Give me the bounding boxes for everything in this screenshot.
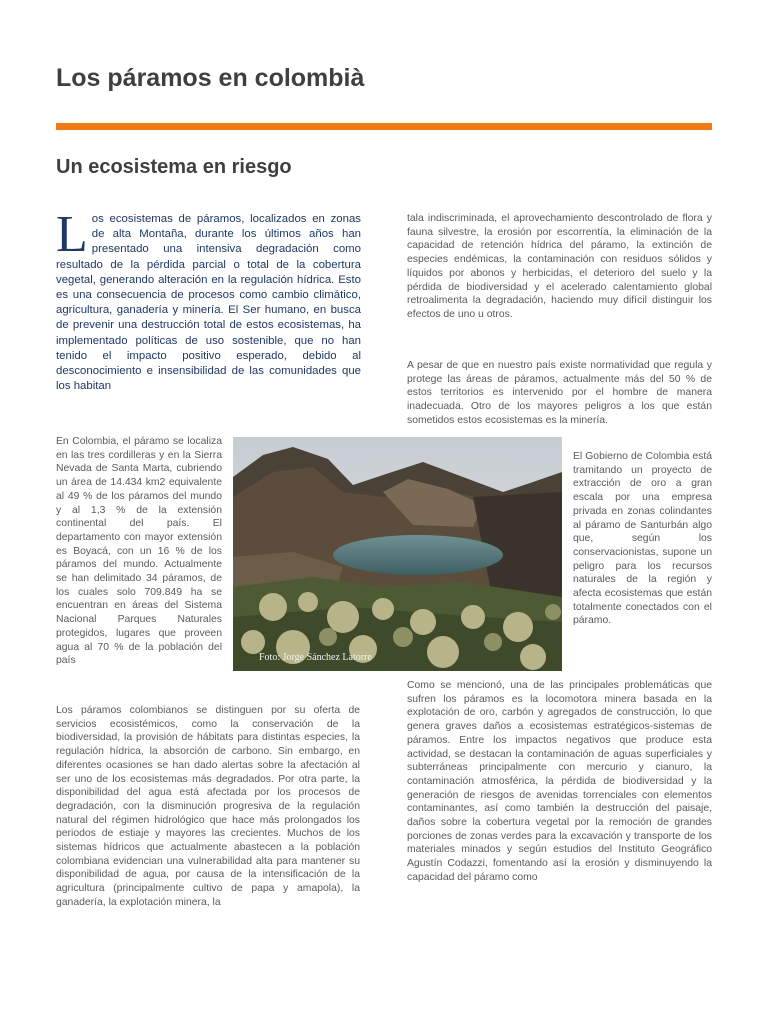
- page-title: Los páramos en colombià: [56, 64, 365, 92]
- paragraph-regulation: A pesar de que en nuestro país existe normatividad que regula y protege las áreas de páramos, actualmente más del 50 % de estos territorios es intervenido por el hombre de manera inadecuada. Otro de los mayores peligros a los que están sometidos estos ecosistemas es la minería.: [407, 360, 712, 426]
- paragraph-mining-impacts: Como se mencionó, una de las principales problemáticas que sufren los páramos es la locomotora minera basada en la explotación de oro, carbón y agregados de construcción, lo que genera graves daños a ecosistemas estratégicos-sistemas de páramos. Entre los impactos negativos que produce esta actividad, se destacan la contaminación de aguas superficiales y subterráneas principalmente con mercurio y cianuro, la contaminación atmosférica, la pérdida de biodiversidad y la generación de riesgos de avenidas torrenciales con elementos contaminantes, así como también la destrucción del paisaje, daños sobre la cobertura vegetal por la remoción de grandes porciones de zonas verdes para la excavación y transporte de los materiales minados y según estudios del Instituto Geográfico Agustín Codazzi, fomentando así la erosión y disminuyendo la capacidad del páramo como: [407, 680, 712, 883]
- paragraph-santurban: El Gobierno de Colombia está tramitando un proyecto de extracción de oro a gran escala por una empresa privada en zonas colindantes al páramo de Santurbán algo que, según los conservacionistas, supone un peligro para los recursos naturales de la región y afecta ecosistemas que están totalmente conectados con el páramo.: [573, 451, 712, 627]
- intro-paragraph: [56, 206, 361, 394]
- intro-text: os ecosistemas de páramos, localizados en zonas de alta Montaña, durante los últimos años han presentado una intensiva degradación como resultado de la pérdida parcial o total de la cobertura vegetal, generando alteración en la regulación hídrica. Esto es una consecuencia de procesos como cambio climático, agricultura, ganadería y minería. El Ser humano, en busca de prevenir una destrucción total de estos ecosistemas, ha implementado políticas de uso sostenible, que no han tenido el impacto positivo esperado, debido al desconocimiento e insensibilidad de las comunidades que los habitan: [56, 213, 361, 393]
- drop-cap: L: [56, 206, 88, 263]
- photo-caption: Foto: Jorge Sánchez Latorre: [259, 652, 372, 663]
- paragraph-degradation-causes: tala indiscriminada, el aprovechamiento descontrolado de flora y fauna silvestre, la erosión por escorrentía, la eliminación de la capacidad de retención hídrica del páramo, la extinción de especies endémicas, la contaminación con residuos sólidos y líquidos por abonos y herbicidas, el deterioro del suelo y la pérdida de biodiversidad y el acelerado calentamiento global retroalimenta la degradación, haciendo muy difícil distinguir los efectos de uno u otros.: [407, 213, 712, 320]
- orange-divider: [56, 123, 712, 130]
- section-subtitle: Un ecosistema en riesgo: [56, 156, 292, 178]
- paragraph-colombia-location: En Colombia, el páramo se localiza en las tres cordilleras y en la Sierra Nevada de Santa Marta, cubriendo un área de 14.434 km2 equivalente al 49 % de los páramos del mundo y al 1,3 % de la extensión continental del país. El departamento con mayor extensión es Boyacá, con un 16 % de los páramos del mundo. Actualmente se han delimitado 34 páramos, de los cuales solo 709.849 ha se encuentran en áreas del Sistema Nacional Parques Naturales protegidos, lugares que proveen agua al 70 % de la población del país: [56, 436, 222, 667]
- paragraph-ecosystem-services: Los páramos colombianos se distinguen por su oferta de servicios ecosistémicos, como la conservación de la biodiversidad, la provisión de hábitats para distintas especies, la regulación hídrica, la absorción de carbono. Sin embargo, en diferentes ocasiones se han dado alertas sobre la afectación al ser uno de los ecosistemas más degradados. Por otra parte, la disponibilidad del agua está afectada por los procesos de degradación, con la disminución progresiva de la regulación natural del régimen hidrológico que hace más prolongados los periodos de estiaje y mayores las crecientes. Muchos de los sistemas hídricos que actualmente abastecen a la población colombiana evidencian una vulnerabilidad alta para mantener su disponibilidad de agua, por causa de la intensificación de la agricultura (principalmente cultivo de papa y amapola), la ganadería, la explotación minera, la: [56, 705, 360, 908]
- paramo-landscape-image: [233, 437, 562, 671]
- paramo-photo: [233, 437, 562, 671]
